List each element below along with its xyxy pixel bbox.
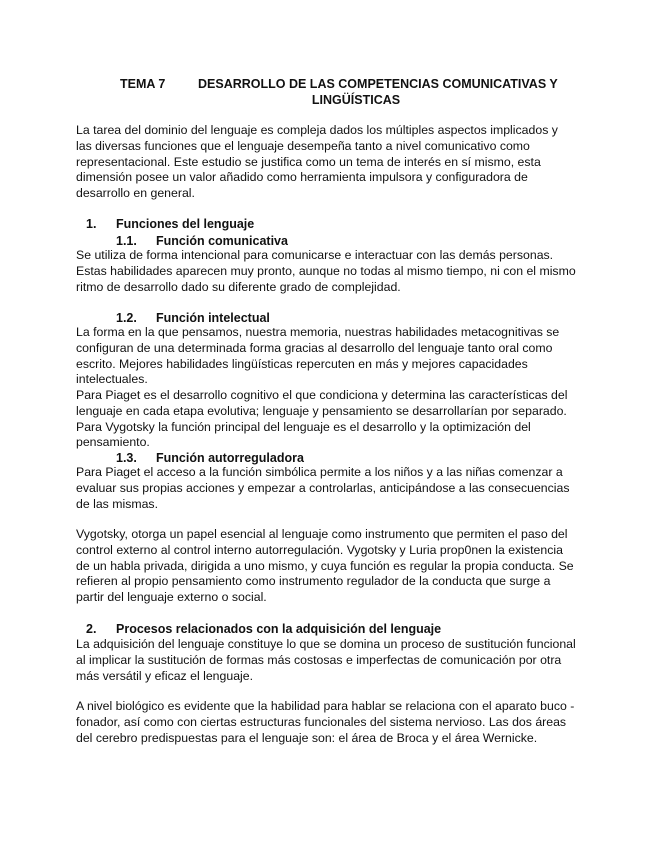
topic-number: TEMA 7: [120, 77, 166, 91]
subsection-1-2-text-2: Para Piaget es el desarrollo cognitivo el que condiciona y determina las características del lenguaje en cada etapa evolutiva; lenguaje y pensamiento se desarrollarían por separado. Para Vygotsky la función principal del lenguaje es el desarrollo y la optimización del pensamiento.: [76, 388, 568, 450]
subsection-1-3-text-1: Para Piaget el acceso a la función simbólica permite a los niños y a las niñas comenzar a evaluar sus propias acciones y empezar a controlarlas, anticipándose a las consecuencias de las mismas.: [76, 465, 570, 511]
subsection-1-2-title: Función intelectual: [156, 311, 270, 325]
section-2-title: Procesos relacionados con la adquisición del lenguaje: [116, 622, 442, 636]
subsection-1-1-number: 1.1.: [116, 234, 137, 248]
subsection-1-2-number: 1.2.: [116, 311, 137, 325]
section-1-number: 1.: [86, 217, 97, 231]
subsection-1-3-number: 1.3.: [116, 451, 137, 465]
subsection-1-2-heading: [76, 310, 576, 326]
section-1-title: Funciones del lenguaje: [116, 217, 255, 231]
subsection-1-1-text: Se utiliza de forma intencional para comunicarse e interactuar con las demás personas. Estas habilidades aparecen muy pronto, aunque no todas al mismo tiempo, ni con el mismo ritmo de desarrollo dado su diferente grado de complejidad.: [76, 248, 576, 294]
subsection-1-3-text-2: Vygotsky, otorga un papel esencial al lenguaje como instrumento que permiten el paso del control externo al control interno autorregulación. Vygotsky y Luria prop0nen la existencia de un habla privada, dirigida a uno mismo, y cuya función es regular la propia conducta. Se refieren al propio pensamiento como instrumento regulador de la conducta que surge a partir del lenguaje externo o social.: [76, 527, 574, 605]
section-1-heading: [76, 216, 576, 232]
document-title: [76, 76, 576, 108]
section-2-text-1: La adquisición del lenguaje constituye lo que se domina un proceso de sustitución funcional al implicar la sustitución de formas más costosas e imperfectas de comunicación por otra más versátil y eficaz el lenguaje.: [76, 637, 576, 683]
section-2-text-2: A nivel biológico es evidente que la habilidad para hablar se relaciona con el aparato buco - fonador, así como con ciertas estructuras funcionales del sistema nervioso. Las dos áreas del cerebro predispuestas para el lenguaje son: el área de Broca y el área Wernicke.: [76, 699, 575, 745]
subsection-1-2-text-1: La forma en la que pensamos, nuestra memoria, nuestras habilidades metacognitivas se configuran de una determinada forma gracias al desarrollo del lenguaje tanto oral como escrito. Mejores habilidades lingüísticas repercuten en más y mejores capacidades intelectuales.: [76, 325, 560, 387]
section-2-number: 2.: [86, 622, 97, 636]
title-line-1: DESARROLLO DE LAS COMPETENCIAS COMUNICATIVAS Y: [198, 77, 558, 91]
intro-paragraph: La tarea del dominio del lenguaje es compleja dados los múltiples aspectos implicados y las diversas funciones que el lenguaje desempeña tanto a nivel comunicativo como representacional. Este estudio se justifica como un tema de interés en sí mismo, esta dimensión posee un valor añadido como herramienta impulsora y configuradora de desarrollo en general.: [76, 123, 558, 201]
subsection-1-3-heading: [76, 450, 576, 466]
subsection-1-1-heading: [76, 233, 576, 249]
subsection-1-3-title: Función autorreguladora: [156, 451, 304, 465]
section-2-heading: [76, 621, 576, 637]
subsection-1-1-title: Función comunicativa: [156, 234, 288, 248]
title-line-2: LINGÜÍSTICAS: [311, 93, 401, 107]
